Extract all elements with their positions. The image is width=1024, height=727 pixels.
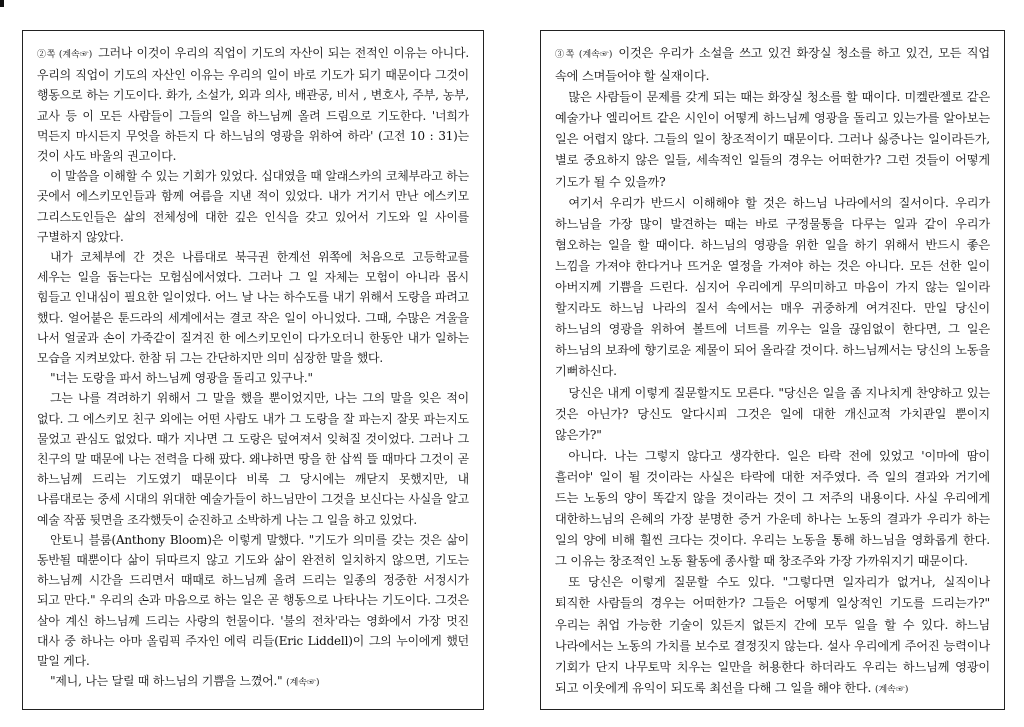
paragraph-text: 그러나 이것이 우리의 직업이 기도의 자산이 되는 전적인 이유는 아니다. 우리의 직업이 기도의 자산인 이유는 우리의 일이 바로 기도가 되기 때문이다 그것이 행동으로 하는 기도이다. 화가, 소설가, 외과 의사, 배관공, 비서 , 변호사, 주부, 농부, 교사 등 이 모든 사람들이 그들의 일을 하느님께 올려 드림으로 기도한다. '너희가 먹든지 마시든지 무엇을 하든지 다 하느님의 영광을 위하여 하라' (고전 10 : 31)는 것이 사도 바울의 권고이다. xyxy=(37,46,469,164)
continued-marker: (계속☞) xyxy=(286,678,320,689)
paragraph: 내가 코체부에 간 것은 나름대로 북극권 한계선 위쪽에 처음으로 고등학교를 세우는 일을 돕는다는 모험심에서였다. 그러나 그 일 자체는 모험이 아니라 몹시 힘들고 인내심이 필요한 일이었다. 어느 날 나는 하수도를 내기 위해서 도랑을 파려고 했다. 얼어붙은 툰드라의 세계에서는 결코 작은 일이 아니었다. 그때, 수많은 겨울을 나서 얼굴과 손이 가죽같이 질겨진 한 에스키모인이 다가오더니 한동안 내가 일하는 모습을 지켜보았다. 한참 뒤 그는 간단하지만 의미 심장한 말을 했다. xyxy=(37,250,469,366)
quote-paragraph: "너는 도랑을 파서 하느님께 영광을 돌리고 있구나." xyxy=(50,371,313,386)
paragraph xyxy=(37,43,469,166)
paragraph xyxy=(555,572,990,701)
paragraph: 당신은 내게 이렇게 질문할지도 모른다. "당신은 일을 좀 지나치게 찬양하고 있는 것은 아닌가? 당신도 알다시피 그것은 일에 대한 개신교적 가치관일 뿐이지 않은가?" xyxy=(555,385,990,442)
right-page xyxy=(540,30,1005,710)
page-marker: ③쪽 (계속☞) xyxy=(555,50,613,60)
continued-marker: (계속☞) xyxy=(874,684,909,695)
paragraph: 많은 사람들이 문제를 갖게 되는 때는 화장실 청소를 할 때이다. 미켈란젤로 같은 예술가나 엘리어트 같은 시인이 어떻게 하느님께 영광을 돌리고 있는가를 알아보는 일은 어렵지 않다. 그들의 일이 창조적이기 때문이다. 그러나 싫증나는 일이라든가, 별로 중요하지 않은 일들, 세속적인 일들의 경우는 어떠한가? 그런 것들이 어떻게 기도가 될 수 있을까? xyxy=(555,90,990,189)
scan-edge-mark xyxy=(0,0,4,7)
paragraph xyxy=(555,43,990,87)
page-marker: ②쪽 (계속☞) xyxy=(37,50,93,60)
paragraph: 그는 나를 격려하기 위해서 그 말을 했을 뿐이었지만, 나는 그의 말을 잊은 적이 없다. 그 에스키모 친구 외에는 어떤 사람도 내가 그 도랑을 잘 파는지 잘못 파는지도 물었고 관심도 없었다. 때가 지나면 그 도랑은 덮여져서 잊혀질 것이었다. 그러나 그 친구의 말 때문에 나는 전력을 다해 팠다. 왜냐하면 땅을 한 삽씩 뜰 때마다 그것이 곧 하느님께 드리는 기도였기 때문이다 비록 그 당시에는 깨닫지 못했지만, 내 나름대로는 중세 시대의 위대한 예술가들이 하느님만이 그것을 보신다는 사실을 알고 예술 작품 뒷면을 조각했듯이 순진하고 소박하게 나는 그 일을 하고 있었다. xyxy=(37,391,469,527)
paragraph-text: "제니, 나는 달릴 때 하느님의 기쁨을 느꼈어." xyxy=(50,674,283,689)
paragraph: 여기서 우리가 반드시 이해해야 할 것은 하느님 나라에서의 질서이다. 우리가 하느님을 가장 많이 발견하는 때는 바로 구정물통을 다루는 일과 같이 우리가 혐오하는 일을 할 때이다. 하느님의 영광을 위한 일을 하기 위해서 반드시 좋은 느낌을 가져야 한다거나 뜨거운 열정을 가져야 하는 것은 아니다. 모든 선한 일이 아버지께 기쁨을 드린다. 심지어 우리에게 무의미하고 마음이 가지 않는 일이라 할지라도 하느님 나라의 질서 속에서는 매우 귀중하게 여겨진다. 만일 당신이 하느님의 영광을 위하여 볼트에 너트를 끼우는 일을 끊임없이 한다면, 그 일은 하느님의 보좌에 향기로운 제물이 되어 올라갈 것이다. 하느님께서는 당신의 노동을 기뻐하신다. xyxy=(555,195,990,379)
paragraph: 안토니 블룸(Anthony Bloom)은 이렇게 말했다. "기도가 의미를 갖는 것은 삶이 동반될 때뿐이다 삶이 뒤따르지 않고 기도와 삶이 완전히 일치하지 않으면, 기도는 하느님께 시간을 드리면서 때때로 하느님께 올려 드리는 일종의 정중한 서정시가 되고 만다." 우리의 손과 마음으로 하는 일은 곧 행동으로 나타나는 기도이다. 그것은 살아 계신 하느님께 드리는 사랑의 헌물이다. '불의 전차'라는 영화에서 가장 멋진 대사 중 하나는 아마 올림픽 주자인 에릭 리들(Eric Liddell)이 그의 누이에게 했던 말일 게다. xyxy=(37,532,469,669)
paragraph: 이 말씀을 이해할 수 있는 기회가 있었다. 십대였을 때 알래스카의 코체부라고 하는 곳에서 에스키모인들과 함께 여름을 지낸 적이 있었다. 내가 거기서 만난 에스키모 그리스도인들은 삶의 전체성에 대한 깊은 인식을 갖고 있어서 기도와 일 사이를 구별하지 않았다. xyxy=(37,169,469,244)
paragraph-text: 이것은 우리가 소설을 쓰고 있건 화장실 청소를 하고 있건, 모든 직업 속에 스며들어야 할 실재이다. xyxy=(555,46,990,84)
left-page xyxy=(22,30,484,710)
paragraph-text: 또 당신은 이렇게 질문할 수도 있다. "그렇다면 일자리가 없거나, 실직이나 퇴직한 사람들의 경우는 어떠한가? 그들은 어떻게 일상적인 기도를 드리는가?" 우리는 취업 가능한 기술이 있든지 없든지 간에 모두 일을 할 수 있다. 하느님 나라에서는 노동의 가치를 보수로 결정짓지 않는다. 설사 우리에게 주어진 능력이나 기회가 단지 나무토막 치우는 일만을 허용한다 하더라도 우리는 하느님께 영광이 되고 이웃에게 유익이 되도록 최선을 다해 그 일을 해야 한다. xyxy=(555,575,990,695)
quote-paragraph xyxy=(37,671,469,693)
paragraph: 아니다. 나는 그렇지 않다고 생각한다. 일은 타락 전에 있었고 '이마에 땀이 흘러야' 일이 될 것이라는 사실은 타락에 대한 저주였다. 즉 일의 결과와 거기에 드는 노동의 양이 똑같지 않을 것이라는 것이 그 저주의 내용이다. 사실 우리에게 대한하느님의 은혜의 가장 분명한 증거 가운데 하나는 노동의 결과가 우리가 하는 일의 양에 비해 훨씬 크다는 것이다. 우리는 노동을 통해 하느님을 영화롭게 한다. 그 이유는 창조적인 노동 활동에 종사할 때 창조주와 가장 가까워지기 때문이다. xyxy=(555,448,990,569)
